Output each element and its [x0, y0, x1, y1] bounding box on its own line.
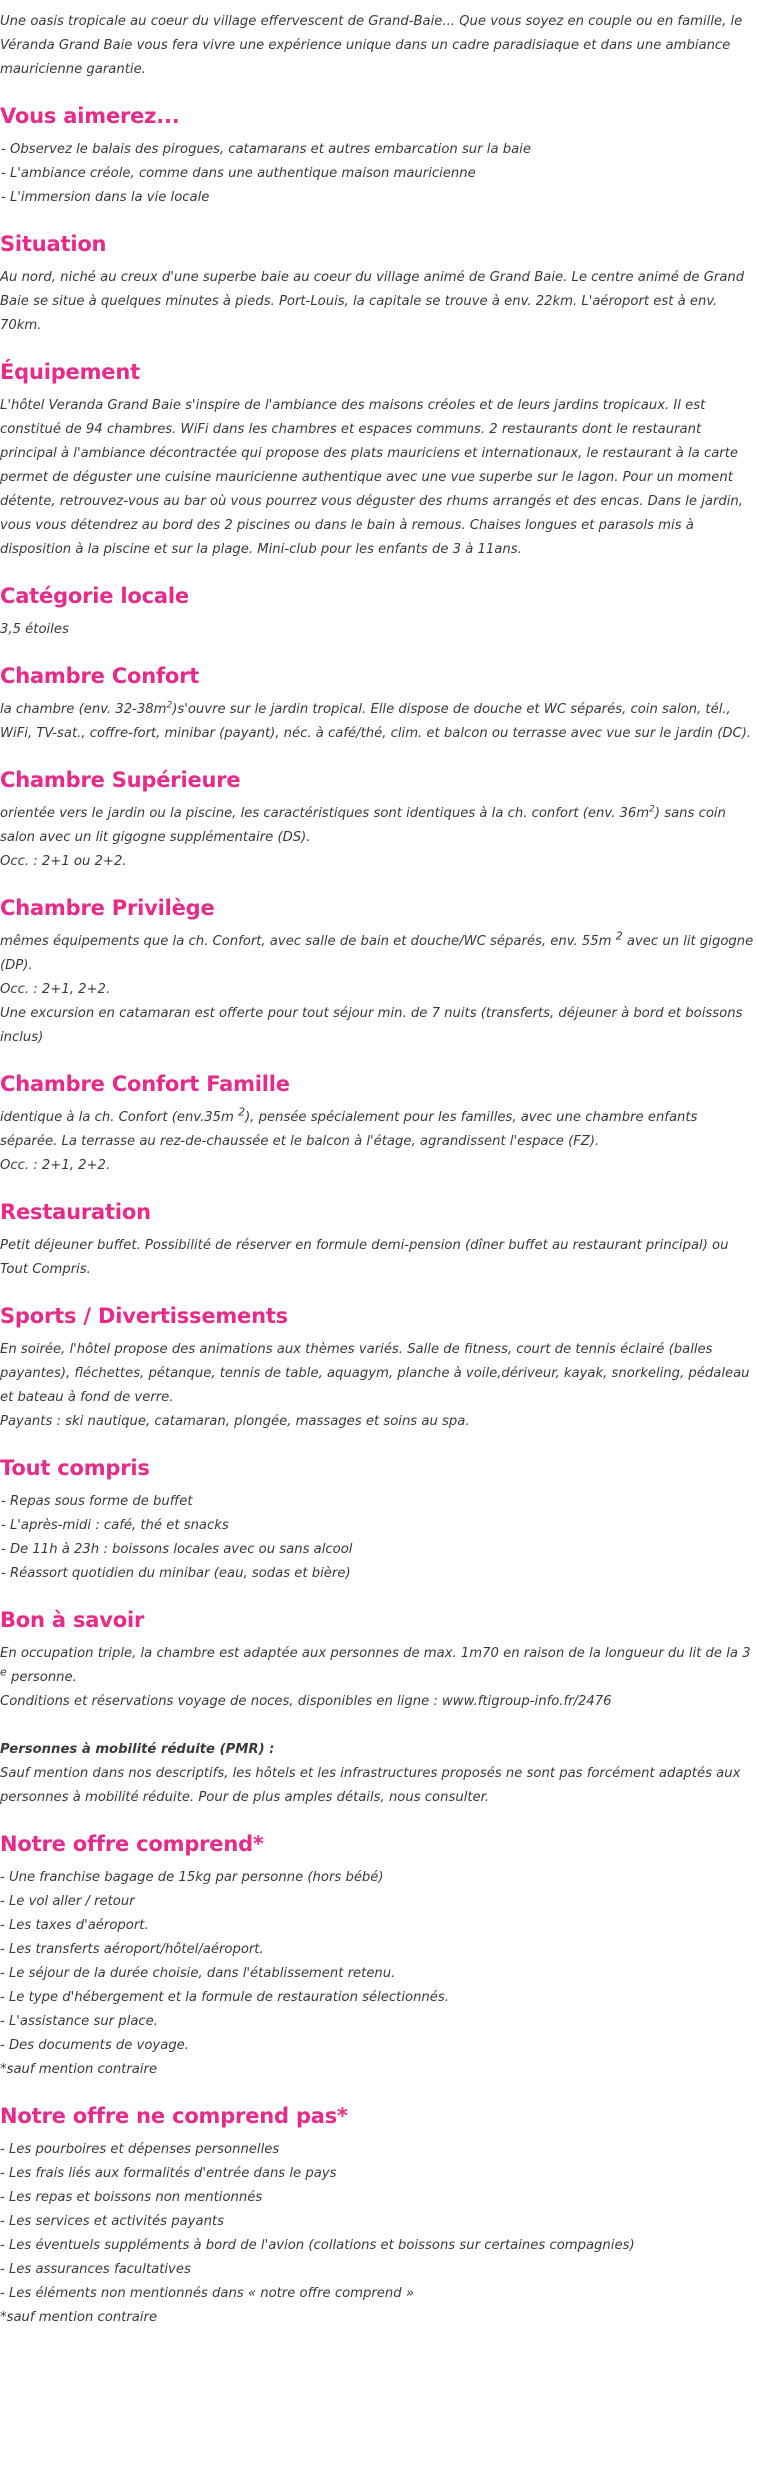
list-item: - Les assurances facultatives [0, 2262, 191, 2277]
section-title: Bon à savoir [0, 1608, 145, 1632]
list-item: - Les éventuels suppléments à bord de l'avion (collations et boissons sur certaines compagnies) [0, 2238, 635, 2253]
list-item: - Une franchise bagage de 15kg par personne (hors bébé) [0, 1870, 384, 1885]
chambre-privilege-text: mêmes équipements que la ch. Confort, avec salle de bain et douche/WC séparés, env. 55m $^2$ avec un lit gigogne (DP). [0, 929, 754, 973]
section-chambre-privilege [0, 894, 758, 1050]
section-chambre-confort [0, 662, 758, 746]
list-item: - Les frais liés aux formalités d'entrée dans le pays [0, 2166, 337, 2181]
chambre-superieure-text: orientée vers le jardin ou la piscine, les caractéristiques sont identiques à la ch. confort (env. $36m^2$) sans coin salon avec un lit gigogne supplémentaire (DS). [0, 804, 726, 845]
bon-a-savoir-text: En occupation triple, la chambre est adaptée aux personnes de max. 1m70 en raison de la longueur du lit de la 3 $^e$ personne. [0, 1646, 751, 1685]
sports-text: En soirée, l'hôtel propose des animations aux thèmes variés. Salle de fitness, court de tennis éclairé (balles payantes), fléchettes, pétanque, tennis de table, aquagym, planche à voile,dériveur, kayak, snorkeling, pédaleau et bateau à fond de verre. [0, 1342, 750, 1405]
list-item: - Observez le balais des pirogues, catamarans et autres embarcation sur la baie [1, 142, 531, 157]
footnote: *sauf mention contraire [0, 2062, 158, 2077]
section-title: Notre offre ne comprend pas* [0, 2104, 348, 2128]
list-item: - De 11h à 23h : boissons locales avec ou sans alcool [1, 1542, 353, 1557]
section-tout-compris [0, 1454, 758, 1586]
section-chambre-superieure [0, 766, 758, 874]
section-title: Situation [0, 232, 107, 256]
list-item: - Les taxes d'aéroport. [0, 1918, 149, 1933]
privilege-extra-text: Une excursion en catamaran est offerte pour tout séjour min. de 7 nuits (transferts, déjeuner à bord et boissons inclus) [0, 1006, 743, 1045]
section-title: Restauration [0, 1200, 151, 1224]
occupancy-text: Occ. : 2+1, 2+2. [0, 982, 111, 997]
list-item: - Repas sous forme de buffet [1, 1494, 193, 1509]
list-item: - L'ambiance créole, comme dans une authentique maison mauricienne [1, 166, 476, 181]
list-item: - Les éléments non mentionnés dans « notre offre comprend » [0, 2286, 414, 2301]
section-vous-aimerez [0, 102, 758, 210]
section-title: Notre offre comprend* [0, 1832, 264, 1856]
section-situation [0, 230, 758, 338]
chambre-confort-text: la chambre (env. $32-38m^2)s'ouvre$ sur le jardin tropical. Elle dispose de douche et WC séparés, coin salon, tél., WiFi, TV-sat., coffre-fort, minibar (payant), néc. à café/thé, clim. et balcon ou terrasse avec vue sur le jardin (DC). [0, 700, 752, 741]
chambre-famille-text: identique à la ch. Confort (env.35m $^2$), pensée spécialement pour les familles, avec une chambre enfants séparée. La terrasse au rez-de-chaussée et le balcon à l'étage, agrandissent l'espace (FZ). [0, 1105, 698, 1149]
list-item: - L'immersion dans la vie locale [1, 190, 210, 205]
situation-text: Au nord, niché au creux d'une superbe baie au coeur du village animé de Grand Baie. Le centre animé de Grand Baie se situe à quelques minutes à pieds. Port-Louis, la capitale se trouve à env. 22km. L'aéroport est à env. 70km. [0, 270, 745, 333]
section-title: Catégorie locale [0, 584, 189, 608]
list-item: - Le type d'hébergement et la formule de restauration sélectionnés. [0, 1990, 449, 2005]
categorie-text: 3,5 étoiles [0, 622, 69, 637]
intro-text: Une oasis tropicale au coeur du village effervescent de Grand-Baie... Que vous soyez en couple ou en famille, le Véranda Grand Baie vous fera vivre une expérience unique dans un cadre paradisiaque et dans une ambiance mauricienne garantie. [0, 14, 743, 77]
section-restauration [0, 1198, 758, 1282]
list-item: - L'assistance sur place. [0, 2014, 158, 2029]
pmr-label: Personnes à mobilité réduite (PMR) : [0, 1742, 275, 1757]
section-offre-comprend [0, 1830, 758, 2082]
sports-payants-text: Payants : ski nautique, catamaran, plongée, massages et soins au spa. [0, 1414, 470, 1429]
list-item: - Des documents de voyage. [0, 2038, 189, 2053]
occupancy-text: Occ. : 2+1, 2+2. [0, 1158, 111, 1173]
equipement-text: L'hôtel Veranda Grand Baie s'inspire de l'ambiance des maisons créoles et de leurs jardins tropicaux. Il est constitué de 94 chambres. WiFi dans les chambres et espaces communs. 2 restaurants dont le restaurant principal à l'ambiance décontractée qui propose des plats mauriciens et internationaux, le restaurant à la carte permet de déguster une cuisine mauricienne authentique avec une vue superbe sur le lagon. Pour un moment détente, retrouvez-vous au bar où vous pourrez vous déguster des rhums arrangés et des encas. Dans le jardin, vous vous détendrez au bord des 2 piscines ou dans le bain à remous. Chaises longues et parasols mis à disposition à la piscine et sur la plage. Mini-club pour les enfants de 3 à 11ans. [0, 398, 743, 557]
section-title: Chambre Supérieure [0, 768, 241, 792]
section-chambre-famille [0, 1070, 758, 1178]
section-equipement [0, 358, 758, 562]
occupancy-text: Occ. : 2+1 ou 2+2. [0, 854, 127, 869]
section-title: Tout compris [0, 1456, 150, 1480]
pmr-text: Sauf mention dans nos descriptifs, les hôtels et les infrastructures proposés ne sont pas forcément adaptés aux personnes à mobilité réduite. Pour de plus amples détails, nous consulter. [0, 1766, 741, 1805]
section-sports [0, 1302, 758, 1434]
list-item: - Les repas et boissons non mentionnés [0, 2190, 263, 2205]
section-title: Sports / Divertissements [0, 1304, 288, 1328]
list-item: - Les services et activités payants [0, 2214, 224, 2229]
section-title: Chambre Confort [0, 664, 200, 688]
list-item: - L'après-midi : café, thé et snacks [1, 1518, 229, 1533]
section-bon-a-savoir [0, 1606, 758, 1810]
list-item: - Les transferts aéroport/hôtel/aéroport. [0, 1942, 264, 1957]
section-offre-ne-comprend [0, 2102, 758, 2330]
conditions-text: Conditions et réservations voyage de noces, disponibles en ligne : www.ftigroup-info.fr/2476 [0, 1694, 612, 1709]
section-categorie [0, 582, 758, 642]
list-item: - Le séjour de la durée choisie, dans l'établissement retenu. [0, 1966, 396, 1981]
list-item: - Réassort quotidien du minibar (eau, sodas et bière) [1, 1566, 351, 1581]
section-title: Chambre Confort Famille [0, 1072, 290, 1096]
section-title: Vous aimerez... [0, 104, 180, 128]
section-title: Chambre Privilège [0, 896, 215, 920]
restauration-text: Petit déjeuner buffet. Possibilité de réserver en formule demi-pension (dîner buffet au restaurant principal) ou Tout Compris. [0, 1238, 729, 1277]
list-item: - Les pourboires et dépenses personnelles [0, 2142, 280, 2157]
section-title: Équipement [0, 360, 140, 384]
list-item: - Le vol aller / retour [0, 1894, 135, 1909]
footnote: *sauf mention contraire [0, 2310, 158, 2325]
